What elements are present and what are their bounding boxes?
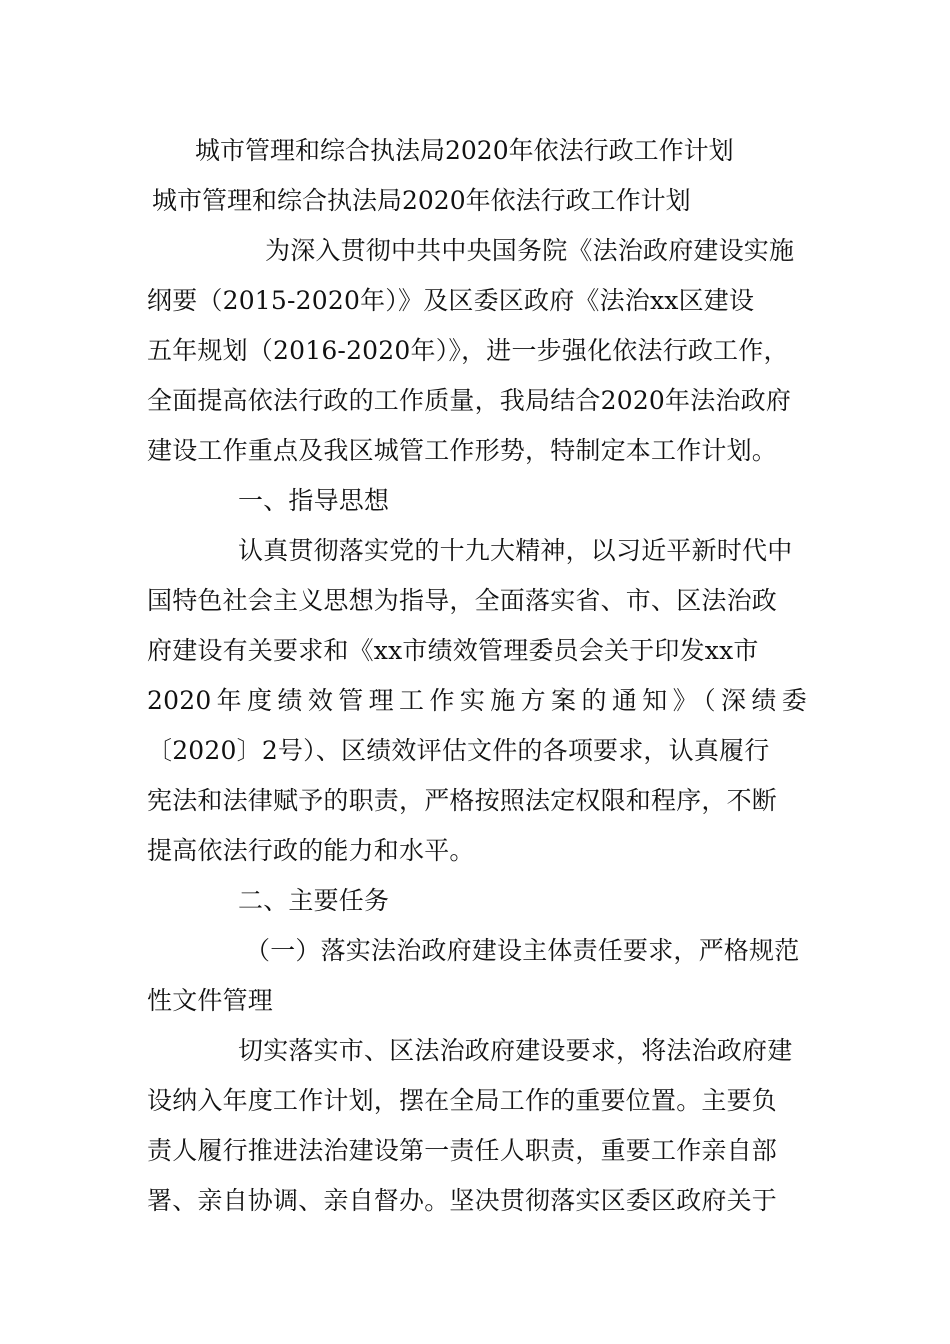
paragraph-line: 提高依法行政的能力和水平。 (147, 836, 475, 865)
paragraph-line: 认真贯彻落实党的十九大精神，以习近平新时代中 (238, 536, 793, 565)
subsection-heading-continued: 性文件管理 (147, 986, 274, 1015)
paragraph-line: 国特色社会主义思想为指导，全面落实省、市、区法治政 (147, 586, 778, 615)
paragraph-line: 纲要（2015-2020年）》及区委区政府《法治xx区建设 (147, 286, 755, 315)
paragraph-line: 为深入贯彻中共中央国务院《法治政府建设实施 (265, 236, 795, 265)
subsection-heading: （一）落实法治政府建设主体责任要求，严格规范 (245, 936, 800, 965)
section-heading: 二、主要任务 (238, 886, 390, 915)
paragraph-line: 署、亲自协调、亲自督办。坚决贯彻落实区委区政府关于 (147, 1186, 778, 1215)
paragraph-line: 责人履行推进法治建设第一责任人职责，重要工作亲自部 (147, 1136, 778, 1165)
paragraph-line: 建设工作重点及我区城管工作形势，特制定本工作计划。 (147, 436, 778, 465)
paragraph-line: 府建设有关要求和《xx市绩效管理委员会关于印发xx市 (147, 636, 759, 665)
section-heading: 一、指导思想 (238, 486, 390, 515)
paragraph-line: 2020年度绩效管理工作实施方案的通知》（深绩委 (147, 686, 807, 715)
document-subtitle: 城市管理和综合执法局2020年依法行政工作计划 (152, 186, 691, 215)
document-title: 城市管理和综合执法局2020年依法行政工作计划 (195, 136, 734, 165)
paragraph-line: 全面提高依法行政的工作质量，我局结合2020年法治政府 (147, 386, 792, 415)
paragraph-line: 宪法和法律赋予的职责，严格按照法定权限和程序，不断 (147, 786, 778, 815)
paragraph-line: 五年规划（2016-2020年）》，进一步强化依法行政工作， (147, 336, 789, 365)
paragraph-line: 切实落实市、区法治政府建设要求，将法治政府建 (238, 1036, 793, 1065)
paragraph-line: 〔2020〕2号）、区绩效评估文件的各项要求，认真履行 (147, 736, 770, 765)
paragraph-line: 设纳入年度工作计划，摆在全局工作的重要位置。主要负 (147, 1086, 778, 1115)
